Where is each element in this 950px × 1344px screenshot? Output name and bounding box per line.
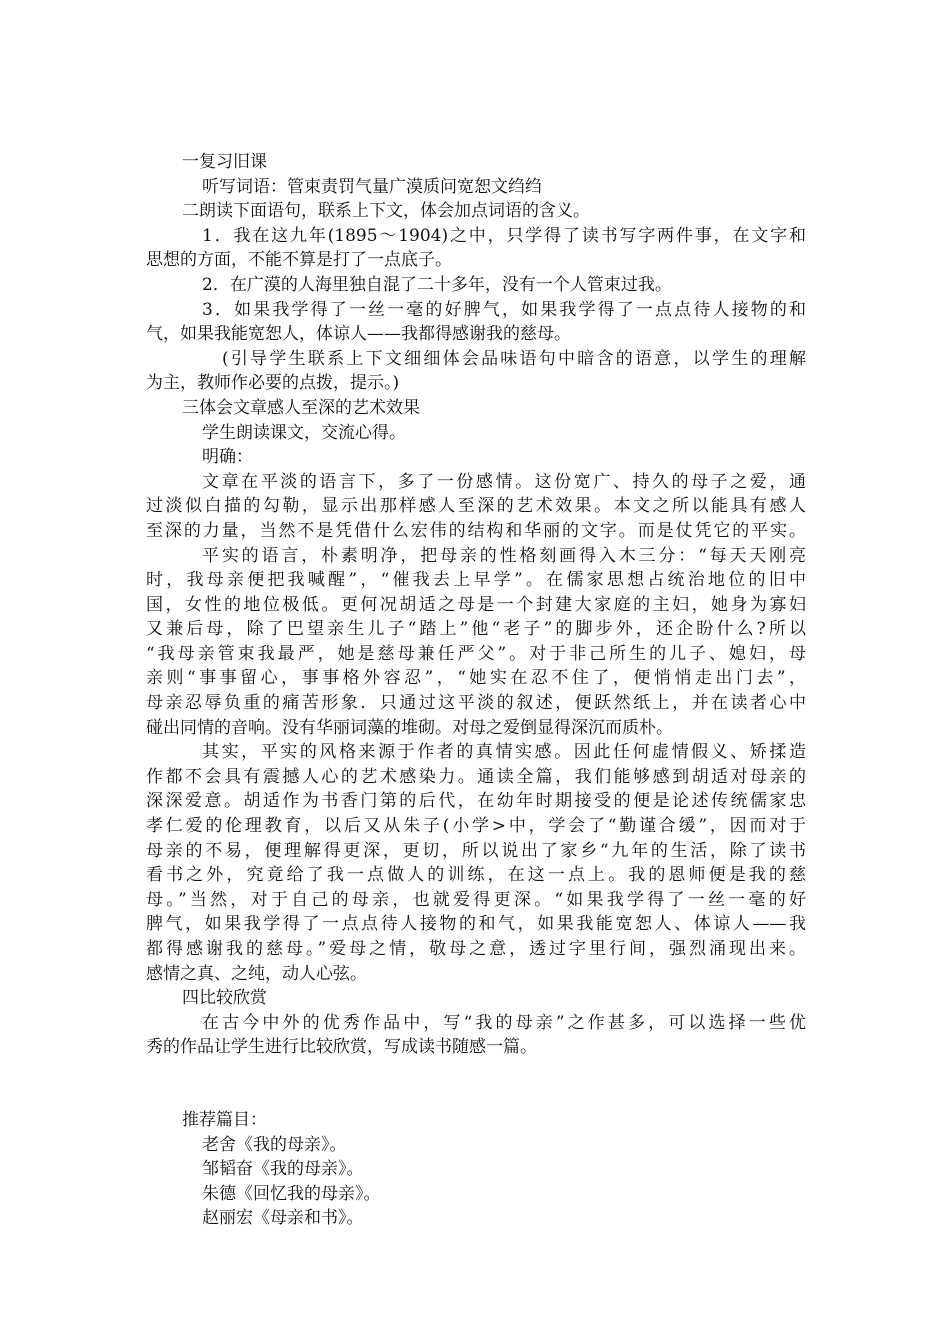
paragraph-3-line: 孝仁爱的伦理教育，以后又从朱子(小学>中，学会了“勤谨合缓”，因而对于 — [146, 816, 806, 837]
recommend-heading: 推荐篇目： — [182, 1109, 267, 1130]
item-3-line-1: 3．如果我学得了一丝一毫的好脾气，如果我学得了一点点待人接物的和 — [202, 299, 806, 320]
document-body — [146, 150, 806, 1231]
item-1-line-1: 1．我在这九年(1895～1904)之中，只学得了读书写字两件事，在文字和 — [202, 225, 806, 246]
paragraph-3-line: 作都不会具有震撼人心的艺术感染力。通读全篇，我们能够感到胡适对母亲的 — [146, 766, 806, 787]
paragraph-3-line: 深深爱意。胡适作为书香门第的后代，在幼年时期接受的便是论述传统儒家忠 — [146, 791, 806, 812]
paragraph-2-line: 碰出同情的音响。没有华丽词藻的堆砌。对母之爱倒显得深沉而质朴。 — [146, 717, 673, 738]
teacher-note-line-1: (引导学生联系上下文细细体会品味语句中暗含的语意，以学生的理解 — [222, 348, 806, 369]
paragraph-3-line: 都得感谢我的慈母。”爱母之情，敬母之意，透过字里行间，强烈涌现出来。 — [146, 939, 806, 959]
item-2: 2．在广漠的人海里独自混了二十多年，没有一个人管束过我。 — [202, 274, 672, 295]
paragraph-2-line: 母亲忍辱负重的痛苦形象．只通过这平淡的叙述，便跃然纸上，并在读者心中 — [146, 693, 806, 714]
paragraph-1-line: 文章在平淡的语言下，多了一份感情。这份宽广、持久的母子之爱，通 — [202, 471, 806, 492]
item-3-line-2: 气，如果我能宽恕人，体谅人——我都得感谢我的慈母。 — [146, 324, 571, 345]
paragraph-1-line: 至深的力量，当然不是凭借什么宏伟的结构和华丽的文字。而是仗凭它的平实。 — [146, 520, 806, 541]
paragraph-3-line: 脾气，如果我学得了一点点待人接物的和气，如果我能宽恕人、体谅人——我 — [146, 914, 806, 935]
recommend-item: 朱德《回忆我的母亲》。 — [202, 1183, 381, 1204]
paragraph-3-line: 母。”当然，对于自己的母亲，也就爱得更深。“如果我学得了一丝一毫的好 — [146, 889, 806, 910]
section-heading-read-aloud: 二朗读下面语句，联系上下文，体会加点词语的含义。 — [182, 201, 590, 222]
section-heading-review: 一复习旧课 — [182, 152, 267, 172]
paragraph-2-line: 平实的语言，朴素明净，把母亲的性格刻画得入木三分：“每天天刚亮 — [202, 545, 806, 566]
paragraph-2-line: 亲则“事事留心，事事格外容忍”，“她实在忍不住了，便悄悄走出门去”， — [146, 668, 806, 689]
section-heading-artistic-effect: 三体会文章感人至深的艺术效果 — [182, 397, 420, 418]
recommend-item: 邹韬奋《我的母亲》。 — [202, 1159, 364, 1180]
paragraph-3-line: 母亲的不易，便理解得更深，更切，所以说出了家乡“九年的生活，除了读书 — [146, 840, 806, 861]
paragraph-2-line: 又兼后母，除了巴望亲生儿子“踏上”他“老子”的脚步外，还企盼什么?所以 — [146, 619, 806, 640]
student-task: 学生朗读课文，交流心得。 — [202, 422, 406, 443]
paragraph-1-line: 过淡似白描的勾勒，显示出那样感人至深的艺术效果。本文之所以能具有感人 — [146, 496, 806, 517]
recommend-item: 老舍《我的母亲》。 — [202, 1134, 347, 1155]
paragraph-3-line: 感情之真、之纯，动人心弦。 — [146, 963, 367, 984]
compare-paragraph-line: 秀的作品让学生进行比较欣赏，写成读书随感一篇。 — [146, 1037, 537, 1058]
teacher-note-line-2: 为主，教师作必要的点拨，提示。) — [146, 373, 400, 394]
compare-paragraph-line: 在古今中外的优秀作品中，写“我的母亲”之作甚多，可以选择一些优 — [202, 1012, 806, 1033]
clarify-label: 明确： — [202, 447, 253, 468]
dictation-line: 听写词语：管束责罚气量广漠质问宽恕文绉绉 — [202, 176, 542, 197]
paragraph-3-line: 看书之外，究竟给了我一点做人的训练，在这一点上。我的恩师便是我的慈 — [146, 865, 806, 886]
paragraph-2-line: 国，女性的地位极低。更何况胡适之母是一个封建大家庭的主妇，她身为寡妇 — [146, 594, 806, 615]
paragraph-2-line: “我母亲管束我最严，她是慈母兼任严父”。对于非己所生的儿子、媳妇，母 — [146, 643, 806, 664]
item-1-line-2: 思想的方面，不能不算是打了一点底子。 — [146, 250, 452, 271]
paragraph-3-line: 其实，平实的风格来源于作者的真情实感。因此任何虚情假义、矫揉造 — [202, 742, 806, 763]
section-heading-compare: 四比较欣赏 — [182, 988, 267, 1009]
paragraph-2-line: 时，我母亲便把我喊醒”，“催我去上早学”。在儒家思想占统治地位的旧中 — [146, 570, 806, 591]
blank-gap — [146, 1060, 806, 1108]
recommend-item: 赵丽宏《母亲和书》。 — [202, 1208, 364, 1229]
